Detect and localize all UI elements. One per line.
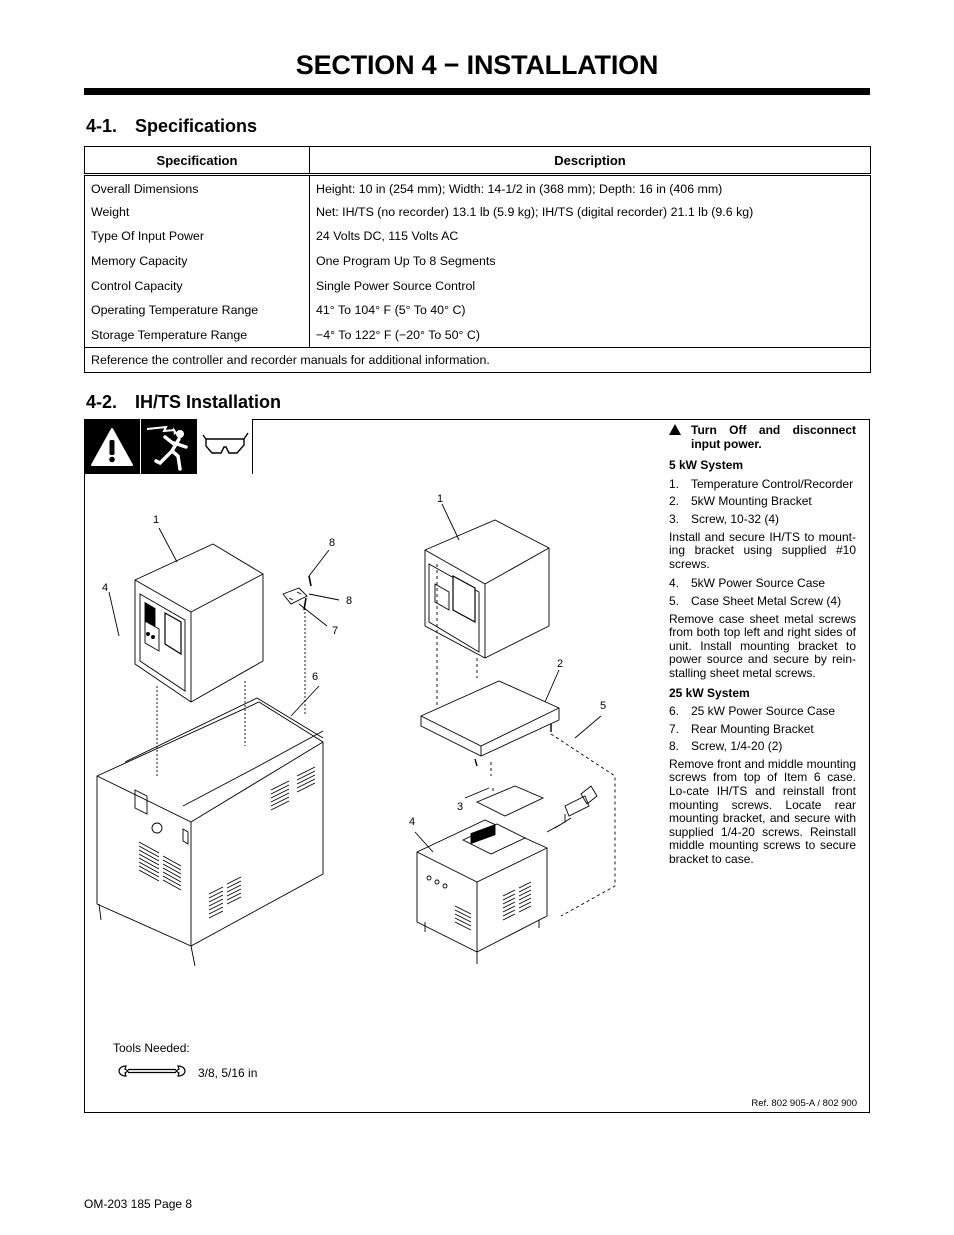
warning-triangle-icon (669, 424, 682, 451)
list-item: 4. 5kW Power Source Case (669, 576, 826, 591)
installation-title: IH/TS Installation (135, 392, 282, 412)
spec-value: Net: IH/TS (no recorder) 13.1 lb (5.9 kg); IH/TS (digital recorder) 21.1 lb (9.6 kg) (310, 199, 871, 224)
spec-name: Memory Capacity (85, 249, 310, 274)
spec-value: Single Power Source Control (310, 273, 871, 298)
table-row (85, 323, 871, 348)
list-item: 7. Rear Mounting Bracket (669, 721, 814, 736)
callout-left-8a: 8 (329, 537, 336, 549)
warning-note (669, 424, 856, 451)
installation-diagram (85, 476, 665, 1012)
right-mounting-bracket (421, 681, 559, 766)
table-row (85, 224, 871, 249)
column-header-description: Description (310, 147, 871, 175)
table-row (85, 273, 871, 298)
tools-sizes: 3/8, 5/16 in (198, 1065, 258, 1080)
electric-shock-icon (140, 419, 196, 474)
callout-right-2: 2 (557, 658, 564, 670)
installation-heading (86, 392, 281, 413)
table-note-row (85, 347, 871, 372)
spec-name: Control Capacity (85, 273, 310, 298)
page-footer: OM-203 185 Page 8 (84, 1197, 193, 1211)
warning-triangle-icon (84, 419, 140, 474)
safety-glasses-icon (196, 419, 252, 474)
table-row (85, 199, 871, 224)
instruction-paragraph: Install and secure IH/TS to mount-ing bracket using supplied #10 screws. (669, 529, 856, 571)
list-item: 5. Case Sheet Metal Screw (4) (669, 593, 842, 608)
right-controller-unit (425, 520, 549, 658)
instruction-paragraph: Remove front and middle mounting screws from top of Item 6 case. Lo-cate IH/TS and reinstall front mounting screws. Locate rear mounting bracket, and secure with supplied 1/4-20 screws. Reinstall middle mounting screws to secure bracket to case. (669, 756, 856, 867)
callout-left-7: 7 (332, 625, 339, 637)
right-power-source-case (417, 786, 597, 964)
table-row (85, 175, 871, 200)
list-item: 3. Screw, 10-32 (4) (669, 511, 780, 526)
callout-right-1: 1 (437, 493, 444, 505)
callout-left-4: 4 (102, 582, 109, 594)
installation-number: 4-2. (86, 392, 118, 412)
left-rear-bracket (283, 576, 311, 610)
callout-left-6: 6 (312, 671, 319, 683)
spec-name: Operating Temperature Range (85, 298, 310, 323)
list-item: 2. 5kW Mounting Bracket (669, 494, 812, 509)
table-note: Reference the controller and recorder manuals for additional information. (85, 347, 871, 372)
specifications-heading (86, 116, 257, 137)
system-25kw-heading: 25 kW System (669, 685, 750, 700)
spec-value: 24 Volts DC, 115 Volts AC (310, 224, 871, 249)
table-row (85, 298, 871, 323)
reference-number: Ref. 802 905-A / 802 900 (751, 1098, 857, 1109)
specifications-table (84, 146, 871, 373)
spec-name: Storage Temperature Range (85, 323, 310, 348)
warning-text: Turn Off and disconnect input power. (691, 423, 856, 451)
list-item: 1. Temperature Control/Recorder (669, 476, 854, 491)
tools-row (118, 1064, 257, 1081)
list-item: 8. Screw, 1/4-20 (2) (669, 739, 783, 754)
specifications-number: 4-1. (86, 116, 118, 136)
tools-needed-label: Tools Needed: (113, 1041, 190, 1055)
column-header-specification: Specification (85, 147, 310, 175)
spec-value: One Program Up To 8 Segments (310, 249, 871, 274)
safety-symbol-strip (84, 419, 253, 474)
system-5kw-heading: 5 kW System (669, 458, 744, 473)
instruction-paragraph: Remove case sheet metal screws from both top left and right sides of unit. Install mounting bracket to power source and secure by rein-stalling sheet metal screws. (669, 611, 856, 680)
callout-left-1: 1 (153, 514, 160, 526)
section-title: SECTION 4 − INSTALLATION (295, 50, 659, 80)
table-header-row (85, 147, 871, 175)
spec-name: Type Of Input Power (85, 224, 310, 249)
spec-name: Overall Dimensions (85, 175, 310, 200)
spec-name: Weight (85, 199, 310, 224)
instructions-column (669, 424, 856, 873)
list-item: 6. 25 kW Power Source Case (669, 704, 836, 719)
spec-value: Height: 10 in (254 mm); Width: 14-1/2 in (368 mm); Depth: 16 in (406 mm) (310, 175, 871, 200)
specifications-title: Specifications (135, 116, 258, 136)
callout-right-3: 3 (457, 801, 464, 813)
spec-value: 41° To 104° F (5° To 40° C) (310, 298, 871, 323)
callout-right-4: 4 (409, 816, 416, 828)
wrench-icon (118, 1064, 186, 1081)
spec-value: −4° To 122° F (−20° To 50° C) (310, 323, 871, 348)
callout-right-5: 5 (600, 700, 607, 712)
left-controller-unit (135, 544, 263, 702)
table-row (85, 249, 871, 274)
left-power-source-case (97, 698, 323, 966)
callout-left-8b: 8 (346, 595, 353, 607)
title-rule (84, 88, 870, 95)
